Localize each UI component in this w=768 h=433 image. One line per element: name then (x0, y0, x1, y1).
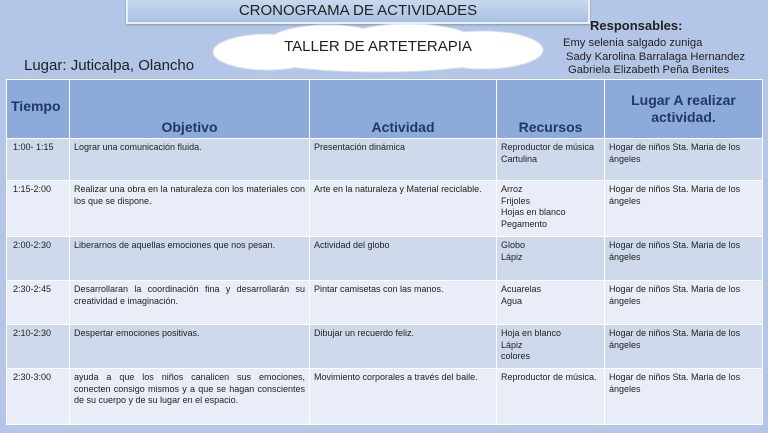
cell-actividad: Movimiento corporales a través del baile. (310, 369, 497, 425)
cell-lugar: Hogar de niños Sta. Maria de los ángeles (605, 325, 763, 369)
cell-tiempo: 2:10-2:30 (7, 325, 70, 369)
responsable-name: Emy selenia salgado zuniga (563, 37, 703, 49)
header-actividad: Actividad (310, 80, 497, 139)
cell-objetivo: ayuda a que los niños canalicen sus emociones, conecten consigo mismos y a que se hagan conscientes de su cuerpo y de su lugar en el espacio. (70, 369, 310, 425)
cell-lugar: Hogar de niños Sta. Maria de los ángeles (605, 181, 763, 237)
responsables-label: Responsables: (590, 18, 683, 33)
table-row (7, 325, 763, 369)
cell-objetivo: Liberarnos de aquellas emociones que nos pesan. (70, 237, 310, 281)
header-lugar: Lugar A realizar actividad. (605, 80, 763, 139)
cell-objetivo: Desarrollaran la coordinación fina y desarrollarán su creatividad e imaginación. (70, 281, 310, 325)
subtitle: TALLER DE ARTETERAPIA (284, 38, 472, 55)
table-row (7, 369, 763, 425)
table-header-row (7, 80, 763, 139)
subtitle-cloud (208, 24, 548, 74)
cell-recursos: Reproductor de música Cartulina (497, 139, 605, 181)
responsable-name: Sady Karolina Barralaga Hernandez (566, 50, 746, 63)
cell-recursos: Reproductor de música. (497, 369, 605, 425)
table-row (7, 139, 763, 181)
page-title: CRONOGRAMA DE ACTIVIDADES (126, 0, 590, 24)
cell-objetivo: Lograr una comunicación fluida. (70, 139, 310, 181)
header-objetivo: Objetivo (70, 80, 310, 139)
cell-lugar: Hogar de niños Sta. Maria de los ángeles (605, 369, 763, 425)
cell-tiempo: 2:00-2:30 (7, 237, 70, 281)
location-label: Lugar: Juticalpa, Olancho (24, 57, 195, 74)
cell-lugar: Hogar de niños Sta. Maria de los ángeles (605, 281, 763, 325)
table-row (7, 281, 763, 325)
cell-lugar: Hogar de niños Sta. Maria de los ángeles (605, 139, 763, 181)
schedule-table (6, 79, 763, 425)
cell-tiempo: 2:30-2:45 (7, 281, 70, 325)
table-row (7, 181, 763, 237)
responsables-list (560, 37, 768, 78)
header-tiempo: Tiempo (7, 80, 70, 139)
cell-recursos: Globo Lápiz (497, 237, 605, 281)
cell-tiempo: 2:30-3:00 (7, 369, 70, 425)
table-row (7, 237, 763, 281)
header-recursos: Recursos (497, 80, 605, 139)
cell-actividad: Presentación dinámica (310, 139, 497, 181)
cell-tiempo: 1:00- 1:15 (7, 139, 70, 181)
cell-recursos: Acuarelas Agua (497, 281, 605, 325)
cell-objetivo: Realizar una obra en la naturaleza con los materiales con los que se dispone. (70, 181, 310, 237)
cell-tiempo: 1:15-2:00 (7, 181, 70, 237)
responsable-name: Gabriela Elizabeth Peña Benites (568, 64, 730, 76)
cell-actividad: Dibujar un recuerdo feliz. (310, 325, 497, 369)
cell-lugar: Hogar de niños Sta. Maria de los ángeles (605, 237, 763, 281)
cell-actividad: Pintar camisetas con las manos. (310, 281, 497, 325)
cell-recursos: Arroz Frijoles Hojas en blanco Pegamento (497, 181, 605, 237)
cell-objetivo: Despertar emociones positivas. (70, 325, 310, 369)
cell-actividad: Actividad del globo (310, 237, 497, 281)
cell-recursos: Hoja en blanco Lápiz colores (497, 325, 605, 369)
cell-actividad: Arte en la naturaleza y Material reciclable. (310, 181, 497, 237)
